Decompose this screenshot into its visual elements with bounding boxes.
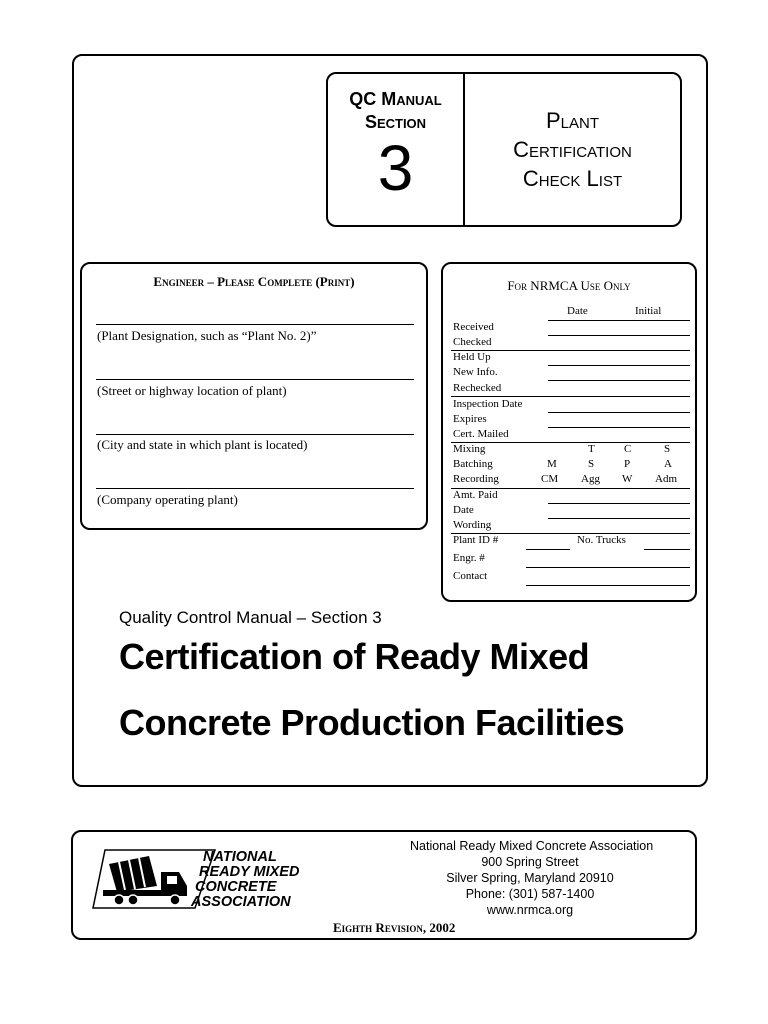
logo-text-line2: READY MIXED [199, 864, 300, 880]
company-field[interactable] [96, 488, 414, 489]
city-state-caption: (City and state in which plant is located) [97, 437, 308, 452]
contact-field[interactable] [526, 585, 690, 586]
mixing-adm: Adm [655, 473, 677, 485]
section-number: 3 [377, 132, 414, 204]
association-address [410, 838, 654, 918]
amt-paid-field[interactable] [548, 503, 690, 504]
nrmca-use-only-box [441, 262, 697, 602]
expires-field[interactable] [548, 427, 690, 428]
manual-title-line1: Certification of Ready Mixed [119, 636, 590, 677]
engr-label: Engr. # [453, 552, 485, 564]
mixing-cm: CM [541, 473, 559, 485]
city-state-field[interactable] [96, 434, 414, 435]
no-trucks-label: No. Trucks [577, 534, 626, 546]
mixing-t: T [588, 443, 595, 455]
header-underline [548, 320, 690, 321]
received-field[interactable] [548, 335, 690, 336]
plant-designation-field[interactable] [96, 324, 414, 325]
plant-id-label: Plant ID # [453, 534, 499, 546]
rechecked-field[interactable] [451, 396, 690, 397]
checklist-title-line3: Check List [522, 166, 623, 191]
engineer-form [80, 262, 428, 530]
street-location-field[interactable] [96, 379, 414, 380]
wording-label: Wording [453, 519, 492, 531]
section-label-line2: Section [364, 112, 427, 132]
inspection-date-label: Inspection Date [453, 398, 523, 410]
plant-id-field[interactable] [526, 549, 570, 550]
engineer-form-title: Engineer – Please Complete (Print) [153, 274, 355, 289]
date-column-header: Date [567, 305, 588, 317]
mixing-p: P [624, 458, 631, 470]
street-location-caption: (Street or highway location of plant) [97, 383, 287, 398]
footer-box [71, 830, 697, 940]
mixing-label: Mixing [453, 443, 486, 455]
mixing-agg: Agg [581, 473, 600, 485]
section-box [326, 72, 682, 227]
company-caption: (Company operating plant) [97, 492, 238, 507]
mixing-s2: S [664, 443, 671, 455]
mixing-a: A [664, 458, 672, 470]
checklist-title-line1: Plant [545, 108, 600, 133]
initial-column-header: Initial [635, 305, 662, 317]
mixing-c: C [624, 443, 632, 455]
nrmca-box-title: For NRMCA Use Only [507, 278, 631, 293]
checklist-title-line2: Certification [513, 137, 632, 162]
mixing-m: M [547, 458, 557, 470]
amt-paid-label: Amt. Paid [453, 489, 498, 501]
date-label: Date [453, 504, 474, 516]
batching-label: Batching [453, 458, 493, 470]
held-up-label: Held Up [453, 351, 491, 363]
cert-mailed-field[interactable] [451, 442, 690, 443]
section-label-cell [328, 74, 463, 225]
inspection-date-field[interactable] [548, 412, 690, 413]
logo-text-line3: CONCRETE [195, 879, 277, 895]
held-up-field[interactable] [548, 365, 690, 366]
rechecked-label: Rechecked [453, 382, 502, 394]
mixing-s: S [588, 458, 595, 470]
logo-text-line4: ASSOCIATION [191, 894, 291, 910]
contact-label: Contact [453, 570, 488, 582]
section-label [328, 74, 463, 134]
date-field[interactable] [548, 518, 690, 519]
revision-label: Eighth Revision, 2002 [333, 920, 456, 935]
association-name: National Ready Mixed Concrete Association [410, 839, 654, 853]
plant-designation-caption: (Plant Designation, such as “Plant No. 2)” [97, 328, 317, 343]
association-street: 900 Spring Street [481, 855, 579, 869]
no-trucks-field[interactable] [644, 549, 690, 550]
association-phone: Phone: (301) 587-1400 [465, 887, 595, 901]
checked-label: Checked [453, 336, 492, 348]
new-info-field[interactable] [548, 380, 690, 381]
recording-label: Recording [453, 473, 499, 485]
expires-label: Expires [453, 413, 487, 425]
new-info-label: New Info. [453, 366, 498, 378]
nrmca-logo [91, 846, 301, 912]
manual-subtitle: Quality Control Manual – Section 3 [119, 608, 382, 627]
checklist-title [465, 74, 680, 225]
received-label: Received [453, 321, 494, 333]
section-label-line1: QC Manual [349, 89, 442, 109]
manual-title-line2: Concrete Production Facilities [119, 702, 625, 743]
association-city: Silver Spring, Maryland 20910 [446, 871, 614, 885]
association-website[interactable]: www.nrmca.org [486, 903, 574, 917]
mixing-w: W [622, 473, 633, 485]
engr-field[interactable] [526, 567, 690, 568]
logo-text-line1: NATIONAL [203, 849, 277, 865]
cert-mailed-label: Cert. Mailed [453, 428, 509, 440]
concrete-truck-icon [91, 846, 301, 912]
